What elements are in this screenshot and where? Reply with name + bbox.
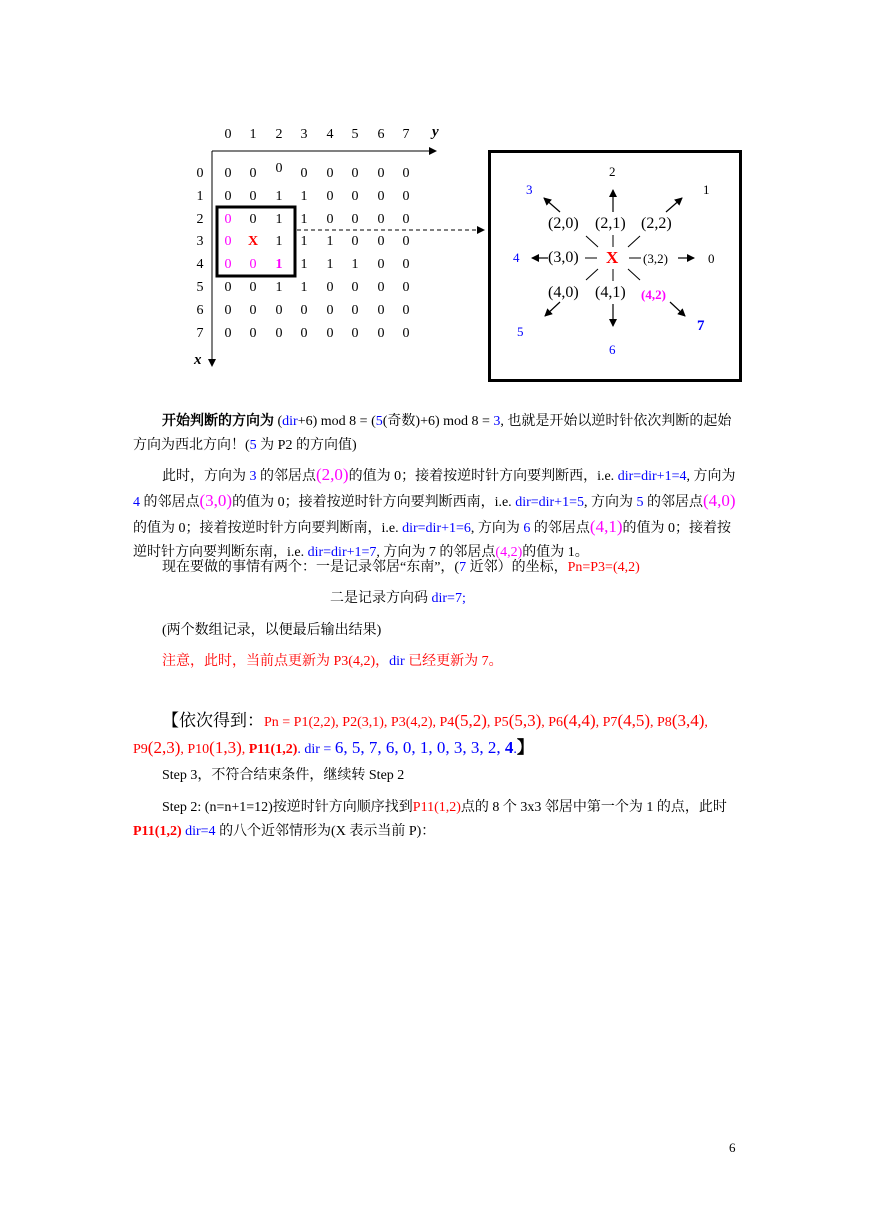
grid-cell: 0 [377, 257, 385, 272]
x-axis-label: x [194, 352, 202, 368]
grid-cell: 0 [326, 189, 334, 204]
grid-cell: 1 [275, 189, 283, 204]
grid-cell: 1 [326, 257, 334, 272]
row-label: 3 [196, 234, 204, 249]
neighbor-e: (3,2) [643, 251, 668, 266]
grid-cell: 0 [326, 280, 334, 295]
paragraph-record-direction: 二是记录方向码 dir=7; [330, 591, 466, 606]
direction-arrows [0, 0, 869, 400]
grid-cell: 1 [275, 234, 283, 249]
grid-cell: 0 [402, 212, 410, 227]
grid-cell: 0 [351, 280, 359, 295]
grid-cell: 0 [402, 280, 410, 295]
grid-cell: 0 [249, 189, 257, 204]
paragraph-start-direction: 开始判断的方向为 (dir+6) mod 8 = (5(奇数)+6) mod 8 = 3, 也就是开始以逆时针依次判断的起始方向为西北方向！(5 为 P2 的方向值) [133, 414, 732, 453]
grid-cell: X [247, 234, 259, 249]
grid-cell: 0 [224, 212, 232, 227]
column-label: 4 [326, 127, 334, 142]
arrow-dir-1 [666, 198, 682, 212]
direction-label-0: 0 [708, 251, 715, 266]
neighbor-n: (2,1) [595, 215, 626, 232]
neighbor-se: (4,2) [641, 287, 666, 302]
paragraph-neighbor-scan: 此时，方向为 3 的邻居点(2,0)的值为 0；接着按逆时针方向要判断西，i.e. dir=dir+1=4, 方向为 4 的邻居点(3,0)的值为 0；接着按逆时针方向要判断西南，i.e. dir=dir+1=5, 方向为 5 的邻居点(4,0)的值为 0；接着按逆时针方向要判断南，i.e. dir=dir+1=6, 方向为 6 的邻居点(4,1)的值为 0；接着按逆时针方向要判断东南，i.e. dir=dir+1=7, 方向为 7 的邻居点(4,2)的值为 1。 [133, 465, 736, 560]
grid-cell: 1 [300, 234, 308, 249]
row-label: 2 [196, 212, 204, 227]
neighbor-sw: (4,0) [548, 284, 579, 301]
paragraph-attention: 注意，此时，当前点更新为 P3(4,2)，dir 已经更新为 7。 [162, 654, 503, 669]
neighbor-s: (4,1) [595, 284, 626, 301]
grid-cell: 0 [300, 326, 308, 341]
grid-cell: 0 [377, 280, 385, 295]
grid-cell: 0 [351, 189, 359, 204]
grid-cell: 0 [249, 212, 257, 227]
paragraph-arrays-note: (两个数组记录，以便最后输出结果) [162, 623, 382, 638]
grid-cell: 0 [249, 303, 257, 318]
direction-label-6: 6 [609, 342, 616, 357]
direction-label-7: 7 [697, 318, 705, 334]
direction-label-2: 2 [609, 164, 616, 179]
arrow-dir-7 [670, 302, 685, 316]
grid-cell: 0 [249, 280, 257, 295]
grid-cell: 0 [351, 303, 359, 318]
grid-cell: 0 [402, 234, 410, 249]
arrow-dir-3 [544, 198, 560, 212]
grid-cell: 0 [249, 326, 257, 341]
grid-cell: 0 [351, 234, 359, 249]
grid-cell: 0 [402, 189, 410, 204]
column-label: 6 [377, 127, 385, 142]
column-label: 5 [351, 127, 359, 142]
grid-cell: 0 [249, 257, 257, 272]
direction-label-4: 4 [513, 250, 520, 265]
neighbor-ne: (2,2) [641, 215, 672, 232]
y-axis-label: y [432, 124, 439, 140]
grid-cell: 0 [326, 303, 334, 318]
grid-cell: 1 [351, 257, 359, 272]
grid-cell: 0 [402, 303, 410, 318]
row-label: 7 [196, 326, 204, 341]
grid-cell: 0 [402, 257, 410, 272]
row-label: 6 [196, 303, 204, 318]
paragraph-step3: Step 3，不符合结束条件，继续转 Step 2 [162, 768, 405, 783]
grid-cell: 0 [377, 303, 385, 318]
grid-cell: 0 [224, 326, 232, 341]
column-label: 7 [402, 127, 410, 142]
column-label: 3 [300, 127, 308, 142]
neighbor-nw: (2,0) [548, 215, 579, 232]
row-label: 5 [196, 280, 204, 295]
grid-cell: 1 [275, 212, 283, 227]
column-label: 0 [224, 127, 232, 142]
grid-cell: 0 [224, 257, 232, 272]
row-label: 4 [196, 257, 204, 272]
grid-cell: 0 [377, 212, 385, 227]
grid-cell: 1 [326, 234, 334, 249]
grid-cell: 0 [402, 326, 410, 341]
grid-cell: 1 [300, 189, 308, 204]
grid-cell: 0 [326, 212, 334, 227]
paragraph-record-tasks: 现在要做的事情有两个：一是记录邻居“东南”，(7 近邻）的坐标，Pn=P3=(4,2) [162, 560, 640, 575]
grid-cell: 0 [249, 166, 257, 181]
grid-cell: 0 [402, 166, 410, 181]
grid-cell: 0 [224, 166, 232, 181]
grid-cell: 0 [224, 234, 232, 249]
grid-cell: 0 [377, 189, 385, 204]
grid-cell: 1 [300, 257, 308, 272]
grid-cell: 0 [224, 280, 232, 295]
neighbor-w: (3,0) [548, 249, 579, 266]
row-label: 1 [196, 189, 204, 204]
grid-cell: 0 [300, 303, 308, 318]
grid-cell: 1 [275, 280, 283, 295]
grid-cell: 0 [351, 166, 359, 181]
grid-cell: 1 [300, 280, 308, 295]
grid-cell: 0 [351, 212, 359, 227]
paragraph-sequence-result: 【依次得到：Pn = P1(2,2), P2(3,1), P3(4,2), P4(5,2), P5(5,3), P6(4,4), P7(4,5), P8(3,4), P9(2,3), P10(1,3), P11(1,2). dir = 6, 5, 7, 6, 0, 1, 0, 3, 3, 2, 4.】 [133, 711, 708, 757]
arrow-dir-5 [545, 302, 560, 316]
center-point-x: X [606, 248, 619, 267]
grid-cell: 0 [326, 326, 334, 341]
grid-cell: 0 [275, 326, 283, 341]
grid-cell: 1 [275, 257, 283, 272]
row-label: 0 [196, 166, 204, 181]
grid-cell: 0 [224, 303, 232, 318]
grid-cell: 1 [300, 212, 308, 227]
grid-cell: 0 [224, 189, 232, 204]
paragraph-step2: Step 2: (n=n+1=12)按逆时针方向顺序找到P11(1,2)点的 8 个 3x3 邻居中第一个为 1 的点，此时 P11(1,2) dir=4 的八个近邻情形为(X 表示当前 P)： [133, 800, 727, 839]
direction-label-5: 5 [517, 324, 524, 339]
grid-cell: 0 [377, 326, 385, 341]
grid-cell: 0 [326, 166, 334, 181]
grid-cell: 0 [275, 303, 283, 318]
grid-cell: 0 [377, 166, 385, 181]
column-label: 1 [249, 127, 257, 142]
grid-cell: 0 [377, 234, 385, 249]
grid-cell: 0 [300, 166, 308, 181]
grid-cell: 0 [275, 161, 283, 176]
page-number: 6 [729, 1140, 736, 1155]
column-label: 2 [275, 127, 283, 142]
direction-label-1: 1 [703, 182, 710, 197]
direction-label-3: 3 [526, 182, 533, 197]
grid-cell: 0 [351, 326, 359, 341]
